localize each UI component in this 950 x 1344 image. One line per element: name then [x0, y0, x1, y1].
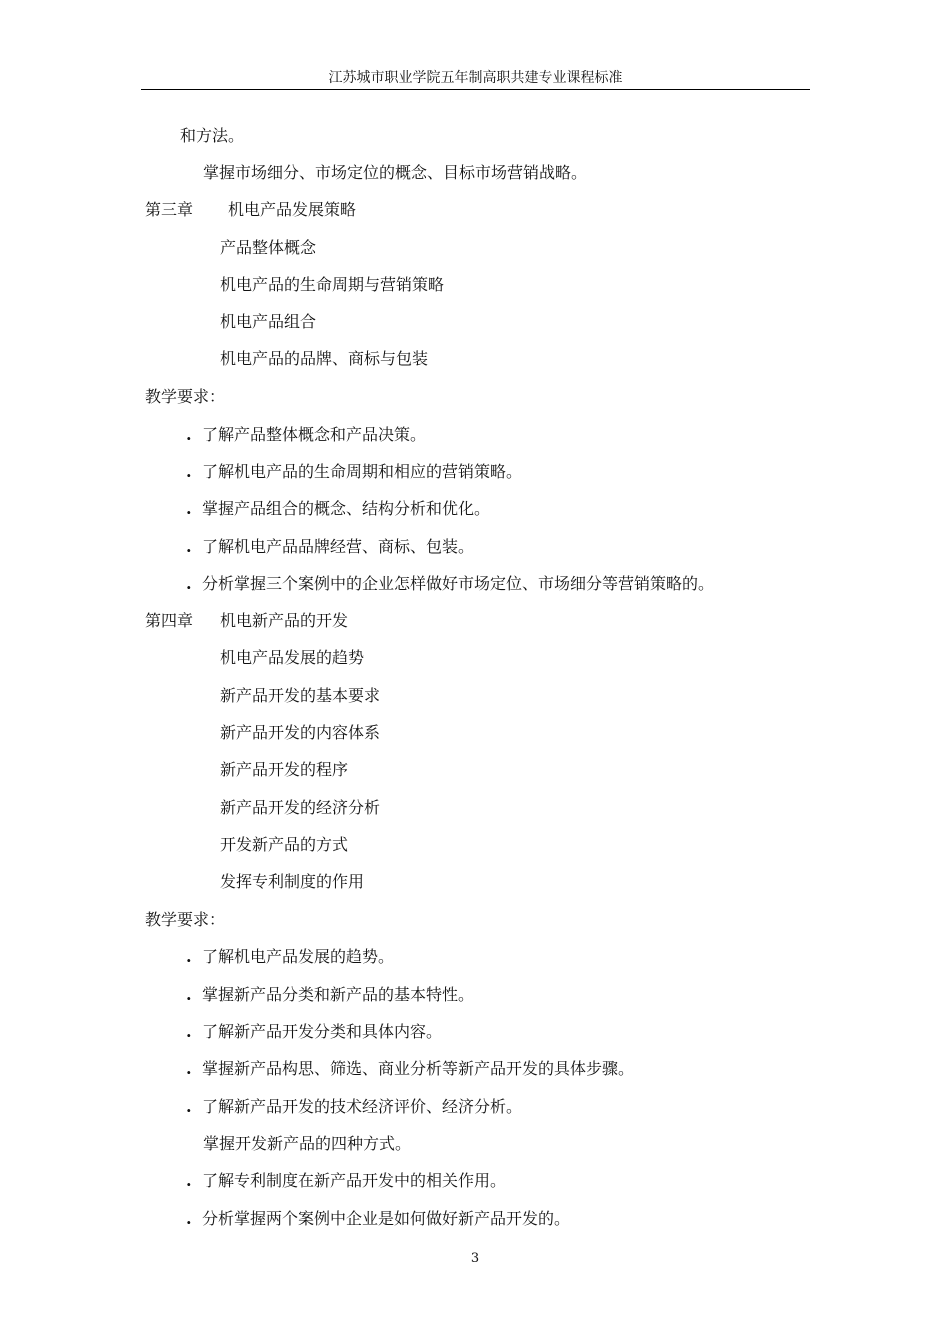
bullet-dot: .: [186, 1209, 192, 1228]
bullet-dot: .: [186, 425, 192, 444]
chapter4-requirement: . 了解机电产品发展的趋势。: [186, 947, 395, 966]
chapter4-section: 新产品开发的内容体系: [220, 723, 381, 742]
chapter4-number: 第四章: [145, 611, 194, 630]
chapter4-requirement: . 了解新产品开发的技术经济评价、经济分析。: [186, 1097, 523, 1116]
chapter4-section: 发挥专利制度的作用: [220, 872, 365, 891]
chapter3-requirement: . 掌握产品组合的概念、结构分析和优化。: [186, 499, 491, 518]
chapter3-title: 机电产品发展策略: [228, 200, 357, 219]
page-header: [141, 68, 810, 90]
bullet-dot: .: [186, 1022, 192, 1041]
bullet-dot: .: [186, 1059, 192, 1078]
bullet-dot: .: [186, 1171, 192, 1190]
page-number: 3: [470, 1251, 480, 1266]
body-line-segmentation: 掌握市场细分、市场定位的概念、目标市场营销战略。: [203, 163, 588, 182]
chapter3-section: 机电产品的生命周期与营销策略: [220, 275, 445, 294]
page-header-title: 江苏城市职业学院五年制高职共建专业课程标准: [328, 70, 623, 86]
bullet-dot: .: [186, 499, 192, 518]
chapter4-section: 新产品开发的程序: [220, 760, 349, 779]
chapter4-requirement: . 掌握新产品分类和新产品的基本特性。: [186, 985, 475, 1004]
chapter4-section: 新产品开发的基本要求: [220, 686, 381, 705]
chapter3-section: 产品整体概念: [220, 238, 317, 257]
chapter3-requirement: . 分析掌握三个案例中的企业怎样做好市场定位、市场细分等营销策略的。: [186, 574, 715, 593]
chapter4-requirements-label: 教学要求：: [145, 910, 226, 929]
body-line-continuation: 和方法。: [180, 126, 245, 145]
bullet-dot: .: [186, 574, 192, 593]
chapter4-section: 开发新产品的方式: [220, 835, 349, 854]
chapter4-requirement: . 了解新产品开发分类和具体内容。: [186, 1022, 443, 1041]
chapter4-requirement: . 掌握新产品构思、筛选、商业分析等新产品开发的具体步骤。: [186, 1059, 635, 1078]
bullet-dot: .: [186, 1097, 192, 1116]
chapter3-number: 第三章: [145, 200, 194, 219]
chapter4-heading: [145, 610, 348, 632]
chapter4-requirement: . 了解专利制度在新产品开发中的相关作用。: [186, 1171, 507, 1190]
chapter3-requirement: . 了解产品整体概念和产品决策。: [186, 425, 427, 444]
bullet-dot: .: [186, 947, 192, 966]
chapter3-section: 机电产品组合: [220, 312, 317, 331]
chapter4-title: 机电新产品的开发: [220, 611, 349, 630]
chapter3-section: 机电产品的品牌、商标与包装: [220, 349, 429, 368]
bullet-dot: .: [186, 985, 192, 1004]
chapter4-requirement: 掌握开发新产品的四种方式。: [203, 1134, 412, 1153]
chapter4-requirement: . 分析掌握两个案例中企业是如何做好新产品开发的。: [186, 1209, 571, 1228]
bullet-dot: .: [186, 537, 192, 556]
chapter3-requirement: . 了解机电产品的生命周期和相应的营销策略。: [186, 462, 523, 481]
chapter3-requirements-label: 教学要求：: [145, 387, 226, 406]
chapter3-heading: [145, 199, 356, 221]
bullet-dot: .: [186, 462, 192, 481]
chapter4-section: 新产品开发的经济分析: [220, 798, 381, 817]
chapter3-requirement: . 了解机电产品品牌经营、商标、包装。: [186, 537, 475, 556]
chapter4-section: 机电产品发展的趋势: [220, 648, 365, 667]
